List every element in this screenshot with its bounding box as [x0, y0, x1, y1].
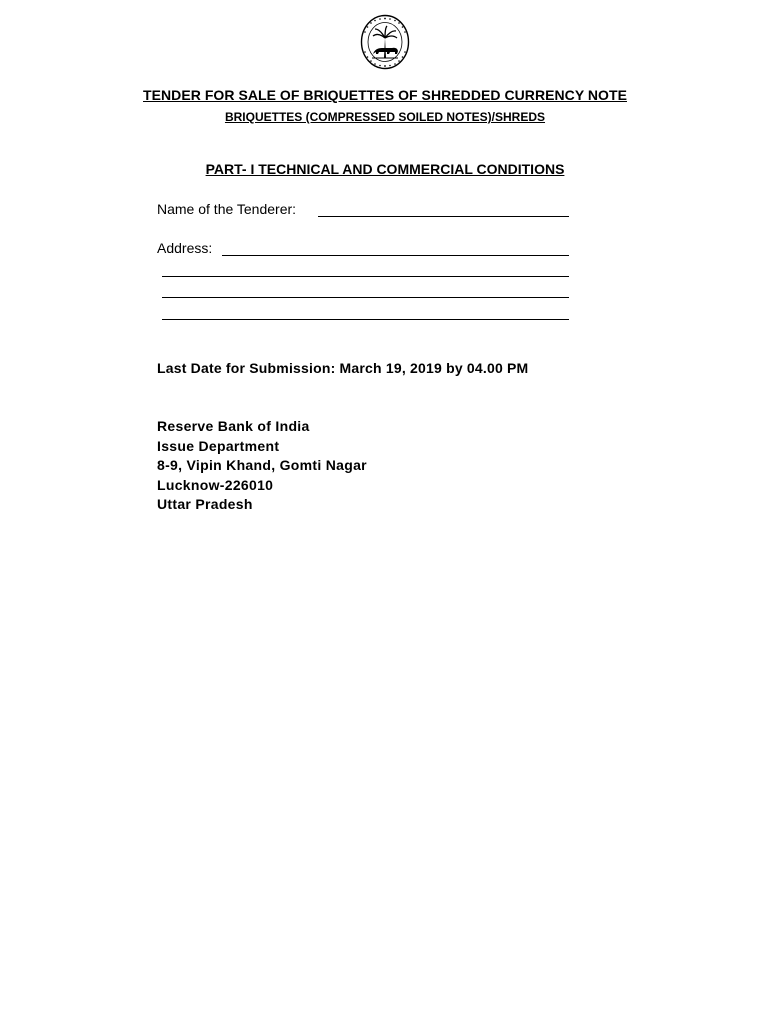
section-heading: PART- I TECHNICAL AND COMMERCIAL CONDITIONS	[205, 161, 565, 177]
document-subtitle: BRIQUETTES (COMPRESSED SOILED NOTES)/SHREDS	[224, 110, 546, 124]
rbi-seal-icon	[360, 14, 410, 70]
document-title: TENDER FOR SALE OF BRIQUETTES OF SHREDDED CURRENCY NOTE	[143, 87, 627, 103]
address-line-4[interactable]	[162, 305, 569, 320]
bank-name: Reserve Bank of India	[157, 418, 310, 434]
address-line-2[interactable]	[162, 262, 569, 277]
bank-address-block	[157, 417, 367, 515]
address-line-3[interactable]	[162, 283, 569, 298]
state-name: Uttar Pradesh	[157, 496, 253, 512]
city-pincode: Lucknow-226010	[157, 476, 274, 493]
street-address: 8-9, Vipin Khand, Gomti Nagar	[157, 457, 367, 473]
address-label: Address:	[157, 240, 213, 256]
tenderer-name-label: Name of the Tenderer:	[157, 201, 297, 217]
department-name: Issue Department	[157, 437, 280, 454]
address-line-1[interactable]	[222, 240, 569, 256]
tenderer-name-line[interactable]	[318, 201, 569, 217]
submission-deadline: Last Date for Submission: March 19, 2019 by 04.00 PM	[157, 360, 529, 376]
